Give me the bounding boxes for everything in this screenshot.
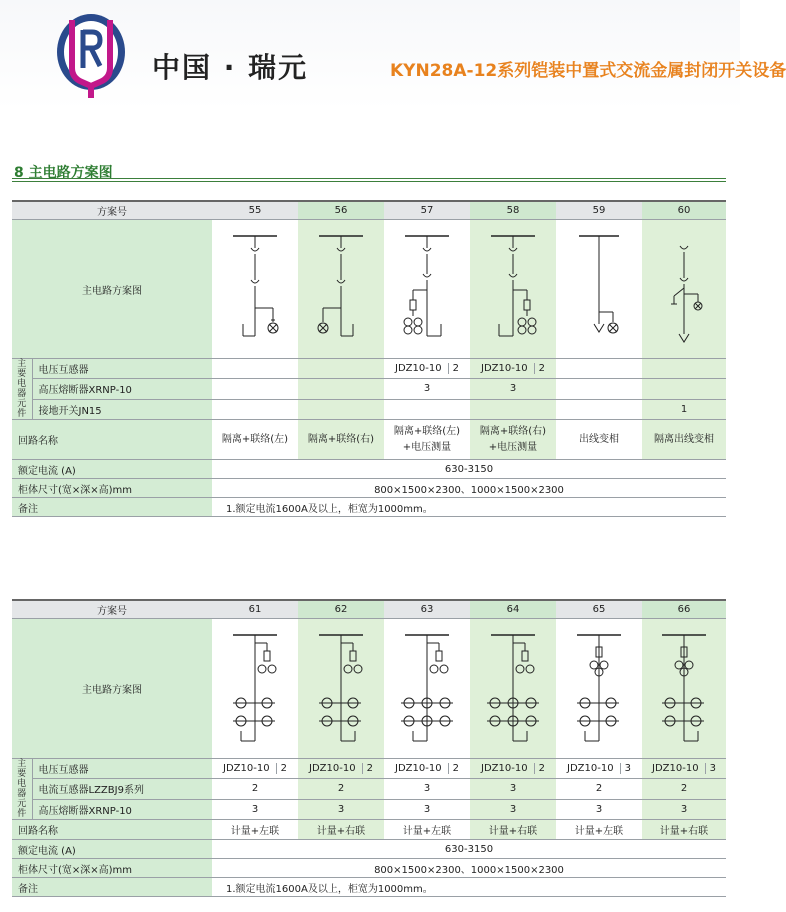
scheme-number-row (12, 600, 726, 619)
fuse-cell: 3 (384, 379, 470, 399)
ct-cell: 2 (298, 779, 384, 799)
scheme-number: 60 (642, 201, 726, 220)
earth-cell (298, 399, 384, 419)
ct-label: 电流互感器LZZBJ9系列 (32, 779, 212, 799)
diagram-row (12, 619, 726, 759)
fuse-cell: 3 (384, 799, 470, 819)
scheme-number: 57 (384, 201, 470, 220)
ruiyuan-logo-icon (50, 8, 132, 100)
pt-cell: JDZ10-10 2 (384, 359, 470, 379)
document-title: KYN28A-12系列铠装中置式交流金属封闭开关设备 (390, 61, 786, 81)
page-header (0, 0, 786, 110)
pt-cell (642, 359, 726, 379)
fuse-row (12, 799, 726, 819)
note-value: 1.额定电流1600A及以上，柜宽为1000mm。 (212, 878, 726, 897)
circuit-name: 计量+左联 (384, 820, 470, 840)
cabinet-size-label: 柜体尺寸(宽×深×高)mm (12, 859, 212, 878)
pt-cell: JDZ10-10 2 (384, 759, 470, 779)
circuit-name: 隔离+联络(右) +电压测量 (470, 420, 556, 460)
circuit-name: 隔离+联络(左) (212, 420, 298, 460)
circuit-name: 出线变相 (556, 420, 642, 460)
ct-cell: 3 (470, 779, 556, 799)
earth-switch-label: 接地开关JN15 (32, 399, 212, 419)
scheme-number: 56 (298, 201, 384, 220)
circuit-name: 计量+右联 (642, 820, 726, 840)
fuse-cell: 3 (470, 379, 556, 399)
rated-current-row (12, 460, 726, 479)
scheme-number-label: 方案号 (12, 201, 212, 220)
cabinet-size-value: 800×1500×2300、1000×1500×2300 (212, 479, 726, 498)
ct-row (12, 779, 726, 799)
fuse-cell: 3 (470, 799, 556, 819)
ct-cell: 3 (384, 779, 470, 799)
scheme-number: 55 (212, 201, 298, 220)
circuit-diagram-64 (470, 619, 556, 759)
rated-current-value: 630-3150 (212, 840, 726, 859)
circuit-name-label: 回路名称 (12, 820, 212, 840)
note-label: 备注 (12, 498, 212, 517)
earth-cell (556, 399, 642, 419)
circuit-name: 隔离+联络(左) +电压测量 (384, 420, 470, 460)
scheme-number-row (12, 201, 726, 220)
earth-switch-row (12, 399, 726, 419)
cabinet-size-value: 800×1500×2300、1000×1500×2300 (212, 859, 726, 878)
cabinet-size-row (12, 479, 726, 498)
scheme-table-2 (12, 599, 726, 897)
fuse-cell (212, 379, 298, 399)
pt-label: 电压互感器 (32, 359, 212, 379)
note-label: 备注 (12, 878, 212, 897)
note-value: 1.额定电流1600A及以上，柜宽为1000mm。 (212, 498, 726, 517)
pt-cell: JDZ10-10 3 (556, 759, 642, 779)
pt-row (12, 759, 726, 779)
ct-cell: 2 (556, 779, 642, 799)
pt-cell: JDZ10-10 2 (470, 759, 556, 779)
circuit-diagram-56 (298, 220, 384, 359)
ct-cell: 2 (642, 779, 726, 799)
pt-cell: JDZ10-10 2 (470, 359, 556, 379)
circuit-diagram-63 (384, 619, 470, 759)
pt-row (12, 359, 726, 379)
circuit-name-row (12, 820, 726, 840)
brand-name: 中国 · 瑞元 (152, 51, 309, 84)
pt-cell: JDZ10-10 3 (642, 759, 726, 779)
cabinet-size-row (12, 859, 726, 878)
circuit-name: 隔离+联络(右) (298, 420, 384, 460)
group-label: 主要电器元件 (12, 359, 32, 420)
note-row (12, 878, 726, 897)
circuit-diagram-62 (298, 619, 384, 759)
circuit-name: 隔离出线变相 (642, 420, 726, 460)
fuse-label: 高压熔断器XRNP-10 (32, 379, 212, 399)
earth-cell (212, 399, 298, 419)
circuit-diagram-59 (556, 220, 642, 359)
pt-cell (298, 359, 384, 379)
circuit-diagram-57 (384, 220, 470, 359)
circuit-diagram-58 (470, 220, 556, 359)
fuse-cell: 3 (212, 799, 298, 819)
circuit-diagram-60 (642, 220, 726, 359)
circuit-diagram-55 (212, 220, 298, 359)
pt-cell (556, 359, 642, 379)
earth-cell: 1 (642, 399, 726, 419)
scheme-number: 63 (384, 600, 470, 619)
earth-cell (384, 399, 470, 419)
section-divider (12, 181, 726, 182)
circuit-diagram-65 (556, 619, 642, 759)
fuse-label: 高压熔断器XRNP-10 (32, 799, 212, 819)
fuse-cell: 3 (556, 799, 642, 819)
scheme-number: 59 (556, 201, 642, 220)
scheme-number: 65 (556, 600, 642, 619)
circuit-name-label: 回路名称 (12, 420, 212, 460)
pt-cell: JDZ10-10 2 (212, 759, 298, 779)
cabinet-size-label: 柜体尺寸(宽×深×高)mm (12, 479, 212, 498)
group-label: 主要电器元件 (12, 759, 32, 820)
pt-cell: JDZ10-10 2 (298, 759, 384, 779)
rated-current-row (12, 840, 726, 859)
scheme-number-label: 方案号 (12, 600, 212, 619)
circuit-name: 计量+右联 (470, 820, 556, 840)
fuse-cell: 3 (642, 799, 726, 819)
fuse-cell: 3 (298, 799, 384, 819)
earth-cell (470, 399, 556, 419)
section-title: 8 主电路方案图 (14, 165, 113, 181)
scheme-number: 66 (642, 600, 726, 619)
scheme-table-1 (12, 200, 726, 517)
circuit-name: 计量+右联 (298, 820, 384, 840)
scheme-number: 61 (212, 600, 298, 619)
rated-current-label: 额定电流 (A) (12, 460, 212, 479)
pt-cell (212, 359, 298, 379)
rated-current-value: 630-3150 (212, 460, 726, 479)
pt-label: 电压互感器 (32, 759, 212, 779)
fuse-cell (556, 379, 642, 399)
circuit-name-row (12, 420, 726, 460)
rated-current-label: 额定电流 (A) (12, 840, 212, 859)
scheme-number: 62 (298, 600, 384, 619)
diagram-label: 主电路方案图 (12, 220, 212, 359)
fuse-cell (298, 379, 384, 399)
scheme-number: 64 (470, 600, 556, 619)
ct-cell: 2 (212, 779, 298, 799)
diagram-label: 主电路方案图 (12, 619, 212, 759)
scheme-number: 58 (470, 201, 556, 220)
circuit-name: 计量+左联 (556, 820, 642, 840)
section-divider (12, 178, 726, 179)
circuit-diagram-61 (212, 619, 298, 759)
fuse-row (12, 379, 726, 399)
circuit-name: 计量+左联 (212, 820, 298, 840)
fuse-cell (642, 379, 726, 399)
circuit-diagram-66 (642, 619, 726, 759)
note-row (12, 498, 726, 517)
diagram-row (12, 220, 726, 359)
